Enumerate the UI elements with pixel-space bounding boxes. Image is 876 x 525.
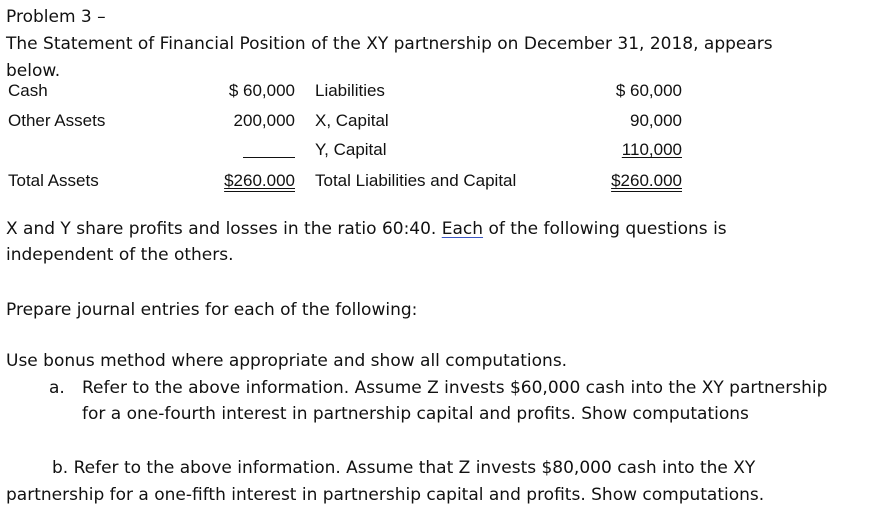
intro-line-1: The Statement of Financial Position of the XY partnership on December 31, 2018, appears <box>6 34 773 54</box>
item-a-line-1: Refer to the above information. Assume Z invests $60,000 cash into the XY partnership <box>82 378 828 398</box>
bonus-instruction: Use bonus method where appropriate and show all computations. <box>6 351 568 371</box>
total-liabilities-capital-amount: $260.000 <box>611 171 682 190</box>
ratio-line-1 <box>6 218 727 240</box>
y-capital-label: Y, Capital <box>315 140 387 159</box>
total-assets-label: Total Assets <box>8 171 99 190</box>
cash-label: Cash <box>8 81 48 100</box>
liabilities-label: Liabilities <box>315 81 385 100</box>
item-a-marker: a. <box>49 378 65 398</box>
ratio-line-2: independent of the others. <box>6 245 234 265</box>
item-b-line-1: b. Refer to the above information. Assume that Z invests $80,000 cash into the XY <box>52 458 756 478</box>
other-assets-amount: 200,000 <box>233 111 295 130</box>
cash-amount: $ 60,000 <box>228 81 295 100</box>
liabilities-amount: $ 60,000 <box>615 81 682 100</box>
item-b-line-2: partnership for a one-fifth interest in partnership capital and profits. Show computations. <box>6 485 765 505</box>
total-liabilities-capital-label: Total Liabilities and Capital <box>315 171 517 190</box>
x-capital-amount: 90,000 <box>630 111 682 130</box>
blank-line <box>243 157 295 158</box>
each-word: Each <box>441 219 484 239</box>
total-assets-amount: $260.000 <box>224 171 295 190</box>
ratio-text-b: of the following questions is <box>488 219 727 239</box>
prepare-instruction: Prepare journal entries for each of the following: <box>6 300 418 320</box>
ratio-text-a: X and Y share profits and losses in the ratio 60:40. <box>6 219 437 239</box>
intro-line-2: below. <box>6 61 61 81</box>
x-capital-label: X, Capital <box>315 111 389 130</box>
item-a-line-2: for a one-fourth interest in partnership capital and profits. Show computations <box>82 404 749 424</box>
y-capital-amount: 110,000 <box>621 140 682 159</box>
other-assets-label: Other Assets <box>8 111 106 130</box>
problem-title: Problem 3 – <box>6 7 106 27</box>
